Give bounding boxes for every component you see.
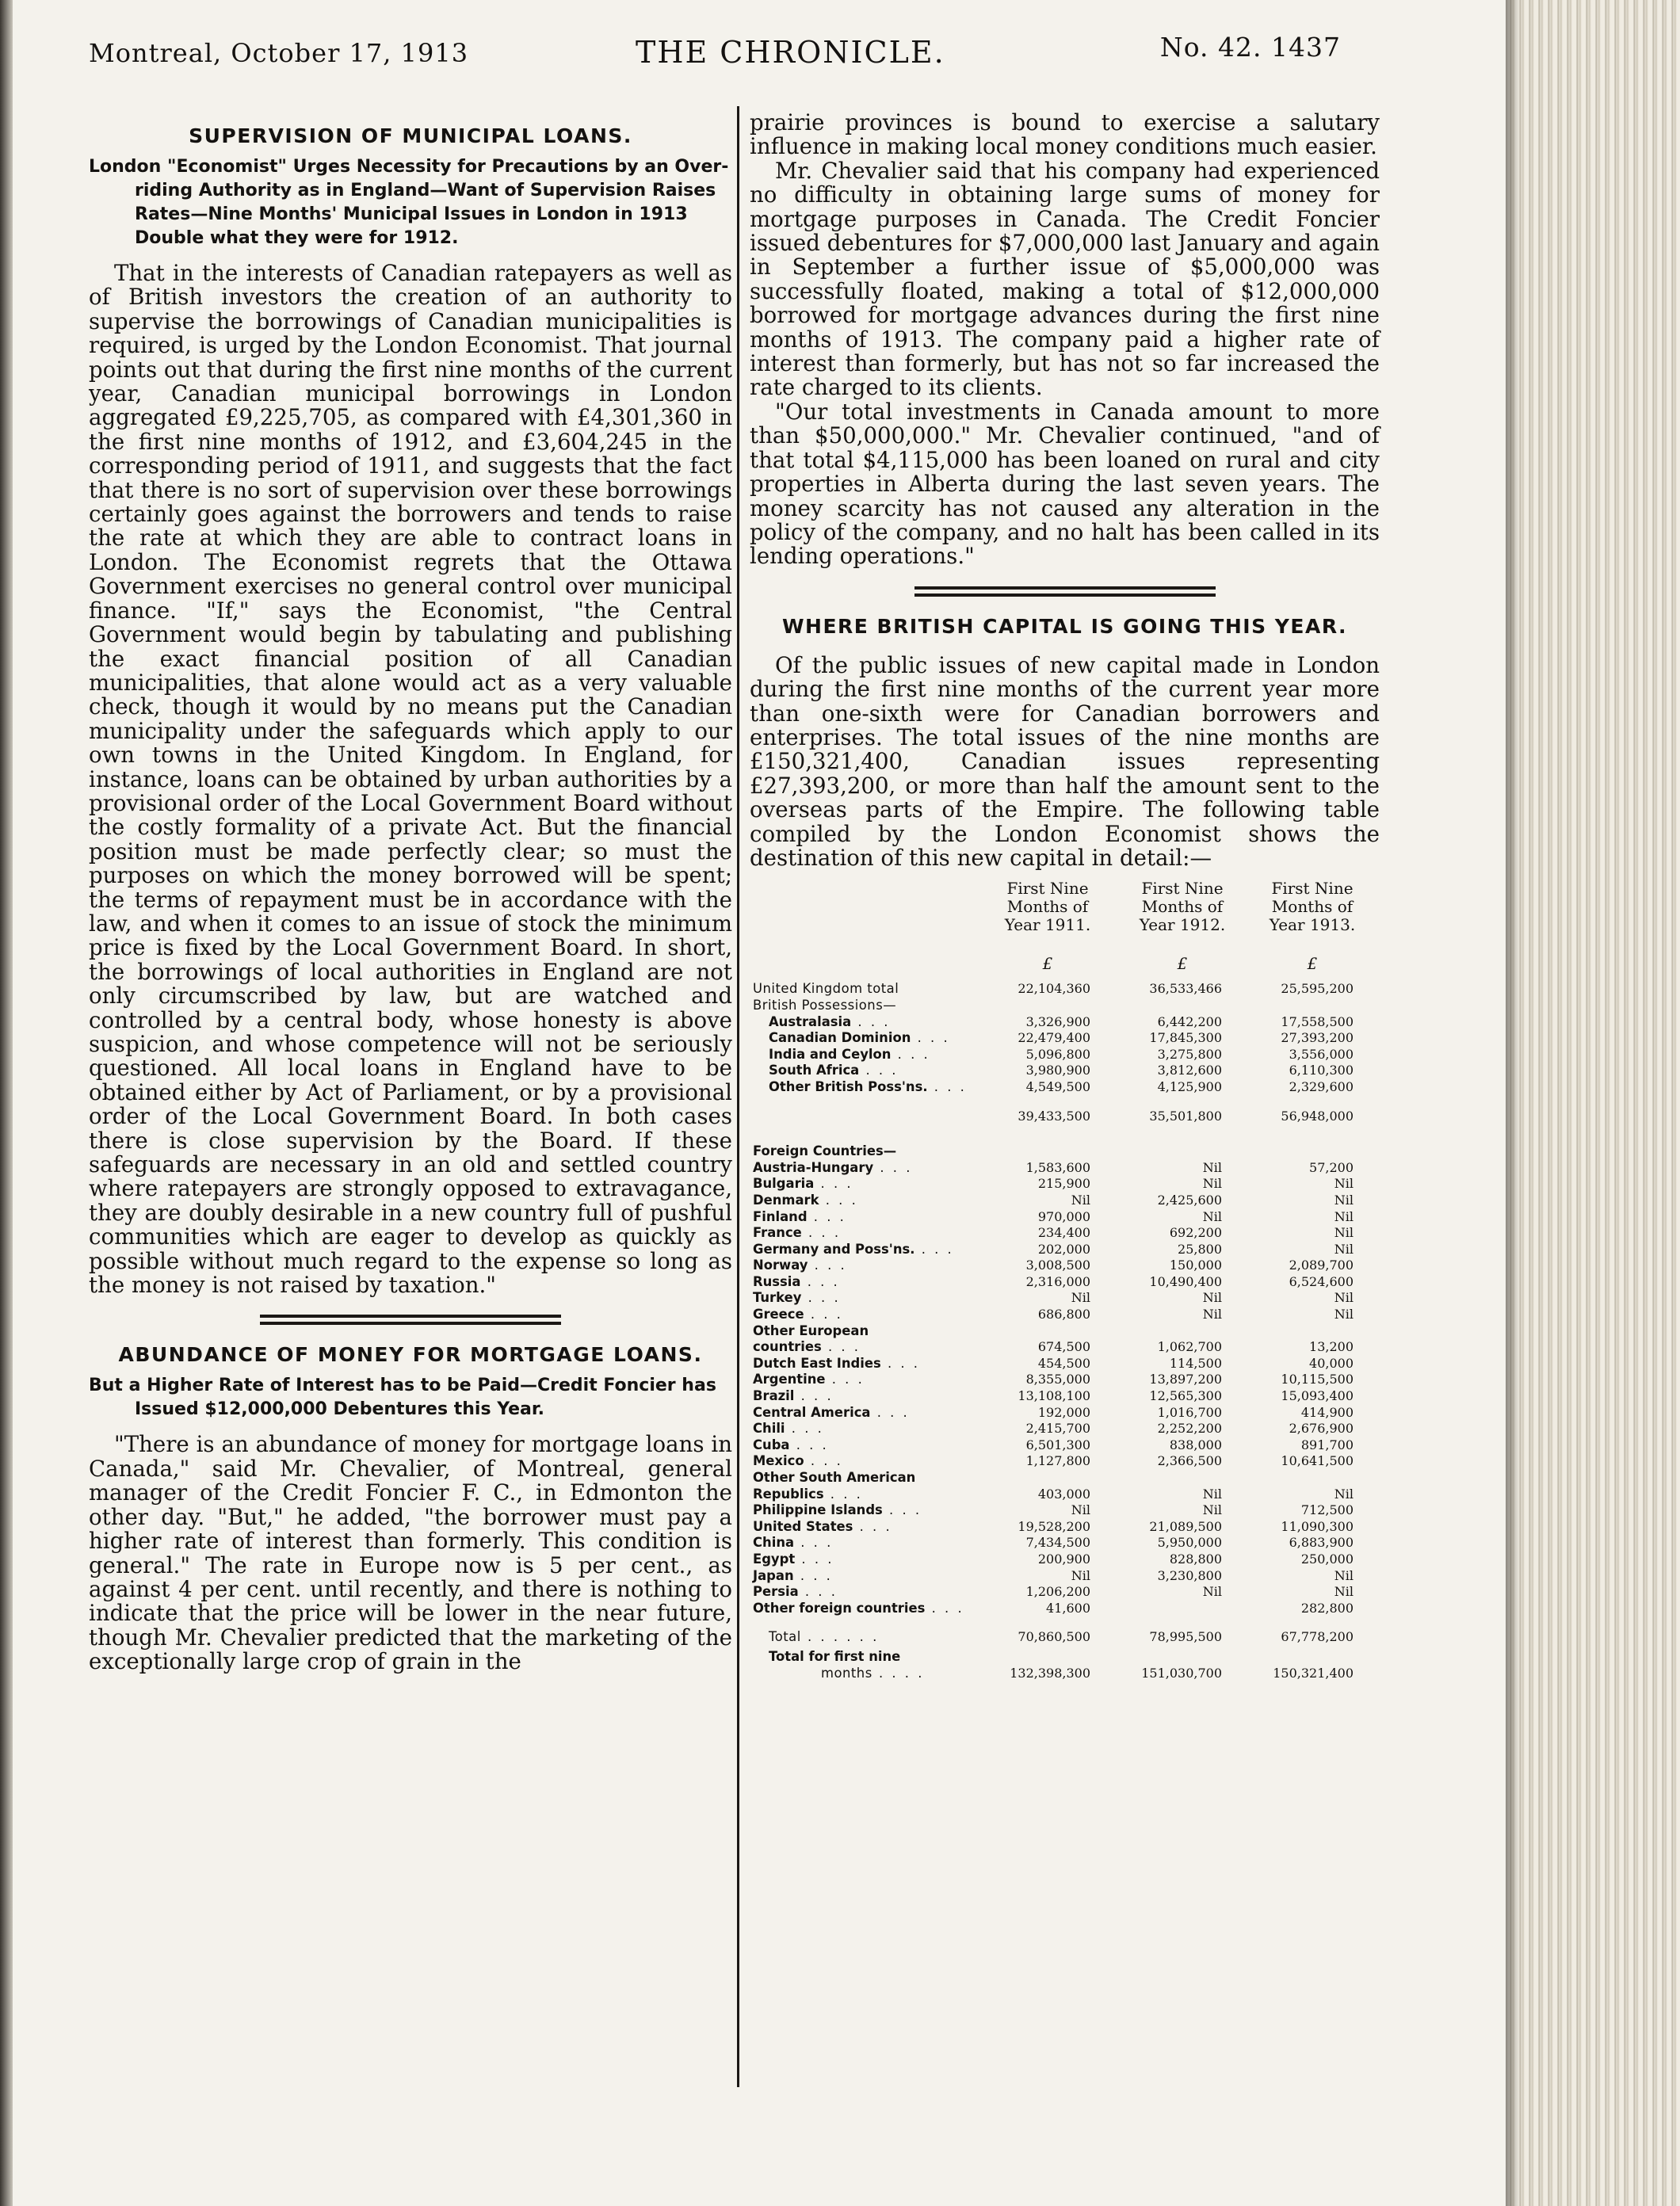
- cell-1912: Nil: [1202, 1486, 1222, 1502]
- row-label-text: countries: [753, 1339, 822, 1355]
- row-label-text: China: [753, 1535, 795, 1551]
- table-row: [750, 1176, 1380, 1193]
- right-column: [750, 111, 1380, 1681]
- row-label: Other foreign countries . . .: [753, 1600, 964, 1616]
- cell-1913: Nil: [1334, 1584, 1354, 1600]
- cell-1913: Nil: [1334, 1208, 1354, 1224]
- row-label: Austria-Hungary . . .: [753, 1159, 913, 1175]
- table-row: [750, 1421, 1380, 1437]
- cell-1913: 2,329,600: [1289, 1078, 1354, 1094]
- cell-1913: 67,778,200: [1281, 1629, 1354, 1645]
- cell-1911: 686,800: [1037, 1307, 1090, 1322]
- table-row-total: [750, 1629, 1380, 1646]
- cell-1913: 11,090,300: [1281, 1518, 1354, 1534]
- article-body-mortgage-loans-part1: "There is an abundance of money for mortgage loans in Canada," said Mr. Chevalier, of Montreal, general manager of the Credit Foncier F. C., in Edmonton the other day. "But," he added, "the borrower must pay a higher rate of interest than formerly. This condition is general." The rate in Europe now is 5 per cent., as against 4 per cent. until recently, and there is nothing to indicate that the price will be lower in the near future, though Mr. Chevalier predicted that the marketing of the exceptionally large crop of grain in the: [89, 1431, 732, 1675]
- article-subhead-mortgage-loans: But a Higher Rate of Interest has to be Paid—Credit Foncier has Issued $12,000,000 Debentures this Year.: [89, 1376, 716, 1420]
- row-label: Cuba . . .: [753, 1437, 829, 1452]
- column-rule: [737, 106, 739, 2087]
- cell-1912: 78,995,500: [1149, 1629, 1222, 1645]
- row-label-text: Persia: [753, 1584, 799, 1600]
- cell-1912: 13,897,200: [1149, 1372, 1222, 1387]
- column-header-1913: First Nine Months of Year 1913.: [1269, 879, 1356, 935]
- cell-1912: 828,800: [1169, 1551, 1222, 1567]
- row-label: Total for first nine: [769, 1648, 901, 1664]
- cell-1913: 6,883,900: [1289, 1535, 1354, 1551]
- spacer: [750, 1096, 1380, 1109]
- cell-1912: 2,425,600: [1157, 1192, 1222, 1208]
- row-label: Republics . . .: [753, 1486, 863, 1502]
- table-row-grand-total: [750, 1666, 1380, 1682]
- cell-1912: 35,501,800: [1149, 1108, 1222, 1124]
- row-label: France . . .: [753, 1225, 842, 1241]
- table-row: [750, 1437, 1380, 1454]
- article-headline-mortgage-loans: ABUNDANCE OF MONEY FOR MORTGAGE LOANS.: [118, 1343, 703, 1367]
- table-section-foreign-countries: [750, 1143, 1380, 1160]
- article-headline-british-capital: WHERE BRITISH CAPITAL IS GOING THIS YEAR.: [781, 614, 1348, 638]
- row-label-text: Russia: [753, 1273, 801, 1289]
- row-label-text: Austria-Hungary: [753, 1159, 874, 1175]
- row-label-text: Dutch East Indies: [753, 1355, 881, 1371]
- cell-1911: 8,355,000: [1025, 1372, 1090, 1387]
- cell-1913: Nil: [1334, 1176, 1354, 1192]
- cell-1913: 2,676,900: [1289, 1421, 1354, 1437]
- row-label-text: Chili: [753, 1421, 785, 1437]
- row-label-text: Other European: [753, 1322, 869, 1338]
- row-label: Other British Poss'ns. . . .: [769, 1078, 967, 1094]
- row-label-text: Philippine Islands: [753, 1502, 883, 1518]
- row-label-text: Mexico: [753, 1453, 804, 1469]
- table-row: [750, 1535, 1380, 1551]
- table-row: [750, 1209, 1380, 1226]
- cell-1912: 2,366,500: [1157, 1453, 1222, 1469]
- row-label: Argentine . . .: [753, 1372, 865, 1387]
- cell-1912: 12,565,300: [1149, 1388, 1222, 1404]
- cell-1911: 7,434,500: [1025, 1535, 1090, 1551]
- cell-1911: 2,316,000: [1025, 1273, 1090, 1289]
- cell-1912: 21,089,500: [1149, 1518, 1222, 1534]
- cell-1913: 282,800: [1300, 1600, 1354, 1616]
- table-row: [750, 1601, 1380, 1617]
- row-label-text: India and Ceylon: [769, 1046, 892, 1062]
- table-row: [750, 1274, 1380, 1291]
- cell-1911: 1,206,200: [1025, 1584, 1090, 1600]
- table-row: [750, 1470, 1380, 1487]
- row-label: Germany and Poss'ns. . . .: [753, 1241, 954, 1257]
- cell-1911: 41,600: [1046, 1600, 1090, 1616]
- row-label-text: Republics: [753, 1486, 824, 1502]
- table-row: [750, 1290, 1380, 1307]
- publication-title: THE CHRONICLE.: [636, 35, 945, 70]
- table-row: [750, 1014, 1380, 1031]
- article-subhead-municipal-loans: London "Economist" Urges Necessity for Precautions by an Over-riding Authority as in England—Want of Supervision Raises Rates—Nine Months' Municipal Issues in London in 1913 Double what they were for 1912.: [89, 157, 729, 248]
- section-separator: [914, 586, 1216, 597]
- cell-1911: 19,528,200: [1018, 1518, 1090, 1534]
- cell-1912: 17,845,300: [1149, 1030, 1222, 1046]
- table-row: [750, 1584, 1380, 1601]
- row-label-text: Bulgaria: [753, 1176, 815, 1192]
- row-label: Bulgaria . . .: [753, 1176, 853, 1192]
- cell-1912: 3,230,800: [1157, 1567, 1222, 1583]
- page-edges: [1506, 0, 1680, 2206]
- foreign-countries-rows: [750, 1160, 1380, 1617]
- currency-mark: £: [1042, 954, 1053, 974]
- cell-1911: 234,400: [1037, 1225, 1090, 1241]
- cell-1911: 1,583,600: [1025, 1159, 1090, 1175]
- row-label-text: Canadian Dominion: [769, 1030, 911, 1046]
- row-label: Finland . . .: [753, 1208, 846, 1224]
- table-row: [750, 1372, 1380, 1388]
- cell-1913: 40,000: [1309, 1355, 1354, 1371]
- table-row: [750, 1568, 1380, 1585]
- row-label: Persia . . .: [753, 1584, 838, 1600]
- cell-1912: 5,950,000: [1157, 1535, 1222, 1551]
- row-label: months . . . .: [821, 1665, 925, 1681]
- table-row: [750, 1453, 1380, 1470]
- cell-1913: 15,093,400: [1281, 1388, 1354, 1404]
- row-label: Turkey . . .: [753, 1290, 841, 1306]
- cell-1912: Nil: [1202, 1584, 1222, 1600]
- table-row-grand-total-label: [750, 1649, 1380, 1666]
- spacer: [750, 1616, 1380, 1629]
- cell-1912: 114,500: [1169, 1355, 1222, 1371]
- column-header-1912: First Nine Months of Year 1912.: [1139, 879, 1226, 935]
- row-label: Chili . . .: [753, 1421, 824, 1437]
- spacer: [750, 1124, 1380, 1143]
- row-label: [753, 1323, 869, 1340]
- british-possessions-rows: [750, 1014, 1380, 1096]
- cell-1913: 10,641,500: [1281, 1453, 1354, 1469]
- cell-1911: 132,398,300: [1010, 1665, 1090, 1681]
- table-row: [750, 1388, 1380, 1405]
- row-label: China . . .: [753, 1535, 834, 1551]
- cell-1912: 10,490,400: [1149, 1273, 1222, 1289]
- running-head: [89, 29, 1341, 76]
- section-label: British Possessions—: [753, 997, 897, 1013]
- row-label: Australasia . . .: [769, 1013, 891, 1029]
- row-label-text: Central America: [753, 1404, 871, 1420]
- cell-1913: 414,900: [1300, 1404, 1354, 1420]
- row-label: Canadian Dominion . . .: [769, 1030, 950, 1046]
- cell-1913: 27,393,200: [1281, 1030, 1354, 1046]
- row-label-text: Australasia: [769, 1013, 852, 1029]
- cell-1912: 1,016,700: [1157, 1404, 1222, 1420]
- cell-1913: 6,110,300: [1289, 1063, 1354, 1078]
- row-label-text: South Africa: [769, 1063, 860, 1078]
- row-label: Mexico . . .: [753, 1453, 843, 1469]
- row-label-text: Japan: [753, 1567, 794, 1583]
- table-row: [750, 1063, 1380, 1079]
- article-headline-municipal-loans: SUPERVISION OF MUNICIPAL LOANS.: [189, 124, 632, 147]
- row-label: Philippine Islands . . .: [753, 1502, 922, 1518]
- row-label: Egypt . . .: [753, 1551, 834, 1567]
- cell-1911: Nil: [1071, 1502, 1090, 1518]
- row-label-text: Norway: [753, 1258, 808, 1273]
- row-label: Russia . . .: [753, 1273, 840, 1289]
- table-row: [750, 1356, 1380, 1372]
- table-row: [750, 1307, 1380, 1323]
- article-body-mortgage-loans-p2: Mr. Chevalier said that his company had experienced no difficulty in obtaining large sums of money for mortgage purposes in Canada. The Credit Foncier issued debentures for $7,000,000 last January and again in September a further issue of $5,000,000 was successfully floated, making a total of $12,000,000 borrowed for mortgage advances during the first nine months of 1913. The company paid a higher rate of interest than formerly, but has not so far increased the rate charged to its clients.: [750, 157, 1380, 401]
- cell-1911: Nil: [1071, 1192, 1090, 1208]
- cell-1913: Nil: [1334, 1192, 1354, 1208]
- table-row: [750, 1323, 1380, 1340]
- cell-1911: 6,501,300: [1025, 1437, 1090, 1452]
- cell-1911: 13,108,100: [1018, 1388, 1090, 1404]
- row-label-text: Cuba: [753, 1437, 790, 1452]
- table-row: [750, 1160, 1380, 1177]
- capital-destination-table: [750, 880, 1380, 1681]
- cell-1911: 192,000: [1037, 1404, 1090, 1420]
- row-label-text: Argentine: [753, 1372, 826, 1387]
- cell-1913: Nil: [1334, 1241, 1354, 1257]
- cell-1913: 17,558,500: [1281, 1013, 1354, 1029]
- cell-1912: 36,533,466: [1149, 981, 1222, 997]
- row-label-text: Greece: [753, 1307, 804, 1322]
- row-label: Denmark . . .: [753, 1192, 858, 1208]
- cell-1912: 151,030,700: [1141, 1665, 1222, 1681]
- row-label-text: Other South American: [753, 1470, 916, 1485]
- row-label-text: Denmark: [753, 1192, 819, 1208]
- cell-1911: 5,096,800: [1025, 1046, 1090, 1062]
- table-row: [750, 1551, 1380, 1568]
- cell-1911: 674,500: [1037, 1339, 1090, 1355]
- cell-1913: 2,089,700: [1289, 1258, 1354, 1273]
- cell-1912: 150,000: [1169, 1258, 1222, 1273]
- cell-1911: 1,127,800: [1025, 1453, 1090, 1469]
- cell-1913: Nil: [1334, 1486, 1354, 1502]
- row-label: Total . . . . . .: [769, 1629, 880, 1645]
- row-label-text: Brazil: [753, 1388, 795, 1404]
- cell-1913: 712,500: [1300, 1502, 1354, 1518]
- table-row: [750, 1502, 1380, 1519]
- table-row: [750, 1047, 1380, 1063]
- total-label: Total: [769, 1629, 801, 1645]
- cell-1912: Nil: [1202, 1290, 1222, 1306]
- cell-1913: 13,200: [1309, 1339, 1354, 1355]
- row-label-text: Other British Poss'ns.: [769, 1078, 928, 1094]
- cell-1913: 56,948,000: [1281, 1108, 1354, 1124]
- table-row: [750, 1030, 1380, 1047]
- article-body-british-capital: Of the public issues of new capital made in London during the first nine months of the current year more than one-sixth were for Canadian borrowers and enterprises. The total issues of the nine months are £150,321,400, Canadian issues representing £27,393,200, or more than half the amount sent to the overseas parts of the Empire. The following table compiled by the London Economist shows the destination of this new capital in detail:—: [750, 651, 1380, 871]
- row-label-text: Germany and Poss'ns.: [753, 1241, 915, 1257]
- publication-date: Montreal, October 17, 1913: [89, 38, 469, 68]
- cell-1911: 200,900: [1037, 1551, 1090, 1567]
- row-label: Norway . . .: [753, 1258, 847, 1273]
- row-label-text: Other foreign countries: [753, 1600, 926, 1616]
- row-label: Japan . . .: [753, 1567, 833, 1583]
- cell-1911: 4,549,500: [1025, 1078, 1090, 1094]
- table-section-british-possessions: [750, 998, 1380, 1014]
- column-header-1911: First Nine Months of Year 1911.: [1004, 879, 1091, 935]
- table-row: [750, 1225, 1380, 1242]
- table-row: [750, 1079, 1380, 1096]
- cell-1912: 2,252,200: [1157, 1421, 1222, 1437]
- cell-1911: 215,900: [1037, 1176, 1090, 1192]
- cell-1913: Nil: [1334, 1307, 1354, 1322]
- cell-1911: Nil: [1071, 1567, 1090, 1583]
- cell-1911: 3,326,900: [1025, 1013, 1090, 1029]
- table-row: [750, 1487, 1380, 1503]
- row-label: Dutch East Indies . . .: [753, 1355, 921, 1371]
- table-row-united-kingdom: [750, 981, 1380, 998]
- cell-1913: Nil: [1334, 1567, 1354, 1583]
- row-label: South Africa . . .: [769, 1063, 899, 1078]
- cell-1912: 4,125,900: [1157, 1078, 1222, 1094]
- table-row-british-total: [750, 1109, 1380, 1125]
- table-row: [750, 1339, 1380, 1356]
- row-label: Central America . . .: [753, 1404, 910, 1420]
- article-body-mortgage-loans-p3: "Our total investments in Canada amount to more than $50,000,000." Mr. Chevalier continued, "and of that total $4,115,000 has been loaned on rural and city properties in Alberta during the last seven years. The money scarcity has not caused any alteration in the policy of the company, and no halt has been called in its lending operations.": [750, 398, 1380, 570]
- table-row: [750, 1519, 1380, 1536]
- article-body-mortgage-loans-continued: prairie provinces is bound to exercise a salutary influence in making local money conditions much easier.: [750, 109, 1380, 160]
- cell-1912: 3,812,600: [1157, 1063, 1222, 1078]
- table-row: [750, 1193, 1380, 1209]
- cell-1911: 22,479,400: [1018, 1030, 1090, 1046]
- cell-1911: 70,860,500: [1018, 1629, 1090, 1645]
- cell-1913: Nil: [1334, 1290, 1354, 1306]
- table-header: [750, 880, 1380, 981]
- row-label-text: France: [753, 1225, 802, 1241]
- cell-1912: 25,800: [1178, 1241, 1222, 1257]
- cell-1913: 6,524,600: [1289, 1273, 1354, 1289]
- cell-1912: 3,275,800: [1157, 1046, 1222, 1062]
- row-label: United Kingdom total: [753, 981, 899, 997]
- cell-1913: 57,200: [1309, 1159, 1354, 1175]
- cell-1912: 692,200: [1169, 1225, 1222, 1241]
- row-label: Greece . . .: [753, 1307, 843, 1322]
- cell-1911: 202,000: [1037, 1241, 1090, 1257]
- cell-1911: 39,433,500: [1018, 1108, 1090, 1124]
- row-label-text: Turkey: [753, 1290, 802, 1306]
- cell-1911: 403,000: [1037, 1486, 1090, 1502]
- article-body-municipal-loans: That in the interests of Canadian ratepayers as well as of British investors the creation of an authority to supervise the borrowings of Canadian municipalities is required, is urged by the London Economist. That journal points out that during the first nine months of the current year, Canadian municipal borrowings in London aggregated £9,225,705, as compared with £4,301,360 in the first nine months of 1912, and £3,604,245 in the corresponding period of 1911, and suggests that the fact that there is no sort of supervision over these borrowings certainly goes against the borrowers and tends to raise the rate at which they are able to contract loans in London. The Economist regrets that the Ottawa Government exercises no general control over municipal finance. "If," says the Economist, "the Central Government would begin by tabulating and publishing the exact financial position of all Canadian municipalities, that alone would act as a very valuable check, though it would by no means put the Canadian municipality under the safeguards which apply to our own towns in the United Kingdom. In England, for instance, loans can be obtained by urban authorities by a provisional order of the Local Government Board without the costly formality of a private Act. But the financial position must be made perfectly clear; so must the purposes on which the money borrowed will be spent; the terms of repayment must be in accordance with the law, and when it comes to an issue of stock the minimum price is fixed by the Local Government Board. In short, the borrowings of local authorities in England are not only circumscribed by law, but are watched and controlled by a central body, whose honesty is above suspicion, and whose competence will not be seriously questioned. All local loans in England have to be obtained either by Act of Parliament, or by a provisional order of the Local Government Board. In both cases there is close supervision by the Board. If these safeguards are necessary in an old and settled country where ratepayers are strongly opposed to extravagance, they are doubly desirable in a new country full of pushful communities which are eager to develop as quickly as possible without much regard to the expense so long as the money is not raised by taxation.": [89, 260, 732, 1299]
- cell-1911: 3,008,500: [1025, 1258, 1090, 1273]
- cell-1913: Nil: [1334, 1225, 1354, 1241]
- cell-1913: 891,700: [1300, 1437, 1354, 1452]
- cell-1911: 454,500: [1037, 1355, 1090, 1371]
- row-label: countries . . .: [753, 1339, 861, 1355]
- table-row: [750, 1258, 1380, 1274]
- currency-mark: £: [1177, 954, 1188, 974]
- cell-1912: 1,062,700: [1157, 1339, 1222, 1355]
- cell-1911: 3,980,900: [1025, 1063, 1090, 1078]
- cell-1913: 3,556,000: [1289, 1046, 1354, 1062]
- cell-1912: Nil: [1202, 1307, 1222, 1322]
- cell-1912: 6,442,200: [1157, 1013, 1222, 1029]
- cell-1911: 22,104,360: [1018, 981, 1090, 997]
- months-label: months: [821, 1665, 872, 1681]
- row-label-text: Egypt: [753, 1551, 796, 1567]
- row-label-text: United States: [753, 1518, 853, 1534]
- section-label: Foreign Countries—: [753, 1143, 897, 1159]
- cell-1911: 2,415,700: [1025, 1421, 1090, 1437]
- left-column: [89, 111, 732, 1674]
- cell-1911: Nil: [1071, 1290, 1090, 1306]
- cell-1913: 10,115,500: [1281, 1372, 1354, 1387]
- cell-1912: Nil: [1202, 1502, 1222, 1518]
- table-row: [750, 1242, 1380, 1258]
- issue-page-number: No. 42. 1437: [1159, 32, 1341, 63]
- cell-1913: 25,595,200: [1281, 981, 1354, 997]
- cell-1912: Nil: [1202, 1176, 1222, 1192]
- cell-1912: 838,000: [1169, 1437, 1222, 1452]
- cell-1913: 150,321,400: [1273, 1665, 1354, 1681]
- cell-1911: 970,000: [1037, 1208, 1090, 1224]
- section-separator: [260, 1315, 561, 1325]
- table-row: [750, 1405, 1380, 1422]
- cell-1912: Nil: [1202, 1208, 1222, 1224]
- row-label: Brazil . . .: [753, 1388, 834, 1404]
- row-label-text: Finland: [753, 1208, 808, 1224]
- row-label: [753, 1470, 915, 1487]
- row-label: India and Ceylon . . .: [769, 1046, 930, 1062]
- row-label: United States . . .: [753, 1518, 892, 1534]
- currency-mark: £: [1307, 954, 1318, 974]
- cell-1912: Nil: [1202, 1159, 1222, 1175]
- cell-1913: 250,000: [1300, 1551, 1354, 1567]
